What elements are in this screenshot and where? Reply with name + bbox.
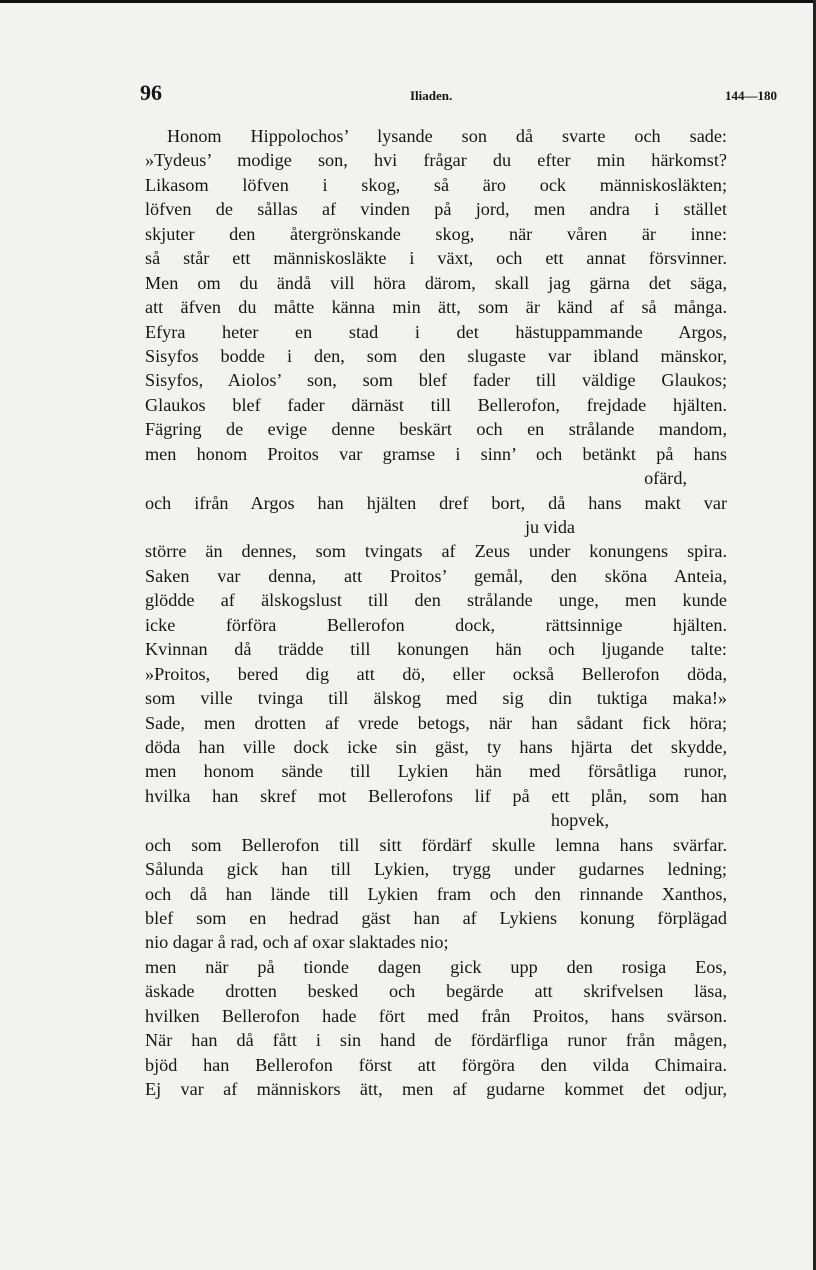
text-line-continuation: ofärd, <box>644 468 687 489</box>
text-line: Men om du ändå vill höra därom, skall jag gärna det säga, <box>145 272 727 293</box>
text-line: Glaukos blef fader därnäst till Bellerofon, frejdade hjälten. <box>145 394 727 415</box>
text-line: När han då fått i sin hand de fördärfliga runor från mågen, <box>145 1030 727 1051</box>
text-line: nio dagar å rad, och af oxar slaktades nio; <box>145 932 449 953</box>
text-line: »Proitos, bered dig att dö, eller också Bellerofon döda, <box>145 663 727 684</box>
text-line: så står ett människosläkte i växt, och ett annat försvinner. <box>145 248 727 269</box>
text-line: glödde af älskogslust till den strålande unge, men kunde <box>145 590 727 611</box>
running-title: Iliaden. <box>410 88 453 103</box>
text-line: Honom Hippolochos’ lysande son då svarte och sade: <box>167 126 727 146</box>
text-line: Likasom löfven i skog, så äro ock människosläkten; <box>145 174 727 195</box>
text-line: större än dennes, som tvingats af Zeus under konungens spira. <box>145 541 727 562</box>
text-line: Sålunda gick han till Lykien, trygg under gudarnes ledning; <box>145 859 727 880</box>
text-line: hvilka han skref mot Bellerofons lif på ett plån, som han <box>145 785 727 806</box>
line-range: 144—180 <box>725 88 777 103</box>
text-line: Saken var denna, att Proitos’ gemål, den sköna Anteia, <box>145 565 727 586</box>
text-line: bjöd han Bellerofon först att förgöra den vilda Chimaira. <box>145 1054 727 1075</box>
text-line: som ville tvinga till älskog med sig din tuktiga maka!» <box>145 688 727 709</box>
text-line: Sade, men drotten af vrede betogs, när han sådant fick höra; <box>145 712 727 733</box>
text-line: äskade drotten besked och begärde att skrifvelsen läsa, <box>145 981 727 1002</box>
text-line: blef som en hedrad gäst han af Lykiens konung förplägad <box>145 908 727 928</box>
text-line: Sisyfos bodde i den, som den slugaste var ibland mänskor, <box>145 345 727 366</box>
text-line: Fägring de evige denne beskärt och en strålande mandom, <box>145 419 727 440</box>
text-line: men honom Proitos var gramse i sinn’ och betänkt på hans <box>145 443 727 464</box>
text-line: Kvinnan då trädde till konungen hän och ljugande talte: <box>145 639 727 660</box>
text-line: Sisyfos, Aiolos’ son, som blef fader till väldige Glaukos; <box>145 370 727 391</box>
text-line: men när på tionde dagen gick upp den rosiga Eos, <box>145 956 727 977</box>
poem-text <box>145 124 727 1102</box>
text-line: »Tydeus’ modige son, hvi frågar du efter min härkomst? <box>145 150 727 171</box>
text-line: men honom sände till Lykien hän med försåtliga runor, <box>145 761 727 782</box>
text-line: skjuter den återgrönskande skog, när våren är inne: <box>145 223 727 244</box>
text-line: att äfven du måtte känna min ätt, som är känd af så många. <box>145 297 727 318</box>
text-line-continuation: hopvek, <box>550 810 609 831</box>
text-line: hvilken Bellerofon hade fört med från Proitos, hans svärson. <box>145 1005 727 1026</box>
page-header <box>0 80 816 110</box>
text-line: icke förföra Bellerofon dock, rättsinnige hjälten. <box>145 614 727 635</box>
text-line-continuation: ju vida <box>524 517 575 537</box>
text-line: och ifrån Argos han hjälten dref bort, då hans makt var <box>145 492 727 513</box>
text-line: Ej var af människors ätt, men af gudarne kommet det odjur, <box>145 1079 727 1100</box>
text-line: och som Bellerofon till sitt fördärf skulle lemna hans svärfar. <box>145 834 727 855</box>
page-number: 96 <box>140 80 162 105</box>
text-line: döda han ville dock icke sin gäst, ty hans hjärta det skydde, <box>145 736 727 757</box>
text-line: löfven de sållas af vinden på jord, men andra i stället <box>145 199 727 220</box>
text-line: Efyra heter en stad i det hästuppammande Argos, <box>145 321 727 342</box>
page-edge-top <box>0 0 816 3</box>
text-line: och då han lände till Lykien fram och den rinnande Xanthos, <box>145 883 727 904</box>
